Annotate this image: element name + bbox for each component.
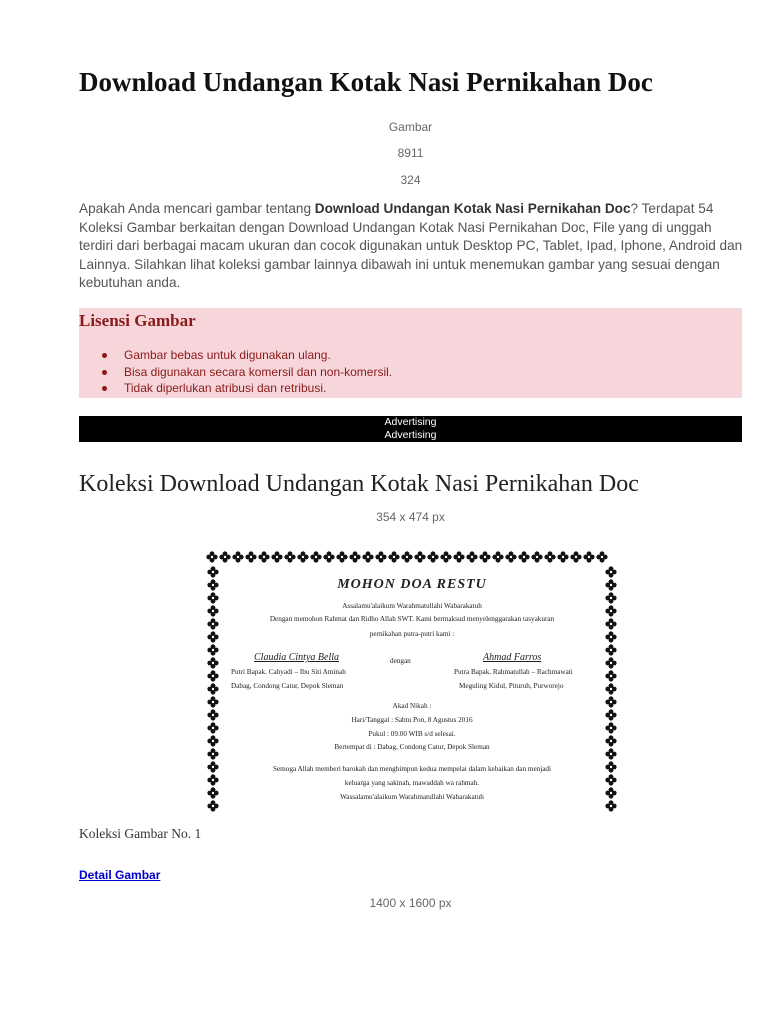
bride-address: Dabag, Condong Catur, Depok Sleman <box>231 682 344 690</box>
ornament-icon <box>207 761 218 772</box>
intro-keyword: Download Undangan Kotak Nasi Pernikahan Doc <box>314 201 631 216</box>
ornament-icon <box>207 709 218 720</box>
ornament-icon <box>232 551 243 562</box>
ornament-icon <box>605 800 616 811</box>
ornament-icon <box>258 551 269 562</box>
ornament-icon <box>362 551 373 562</box>
ornament-icon <box>310 551 321 562</box>
intro-text-start: Apakah Anda mencari gambar tentang <box>79 201 315 216</box>
ornament-icon <box>388 551 399 562</box>
image-size: 354 x 474 px <box>376 510 445 524</box>
license-box <box>79 308 742 398</box>
ornament-icon <box>207 748 218 759</box>
ornament-icon <box>557 551 568 562</box>
ornament-icon <box>207 644 218 655</box>
ornament-icon <box>605 696 616 707</box>
page-title: Download Undangan Kotak Nasi Pernikahan Doc <box>79 67 653 97</box>
ornament-icon <box>284 551 295 562</box>
ornament-icon <box>605 748 616 759</box>
event-venue: Bertempat di : Dabag, Condong Catur, Depok Sleman <box>334 743 490 751</box>
ornament-icon <box>414 551 425 562</box>
bullet-icon <box>102 353 107 358</box>
ornament-icon <box>605 774 616 785</box>
closing-line: Semoga Allah memberi barokah dan menghimpun kedua mempelai dalam kebaikan dan menjadi <box>272 765 552 773</box>
license-item <box>79 347 392 364</box>
bride-parents: Putri Bapak. Cahyadi – Ibu Siti Aminah <box>231 668 346 676</box>
invitation-line: pernikahan putra-putri kami : <box>369 630 455 638</box>
ornament-icon <box>605 722 616 733</box>
ornament-icon <box>207 592 218 603</box>
event-date: Hari/Tanggal : Sabtu Pon, 8 Agustus 2016 <box>351 716 473 724</box>
ornament-icon <box>297 551 308 562</box>
ornament-icon <box>544 551 555 562</box>
license-item <box>79 364 392 381</box>
ornament-icon <box>605 657 616 668</box>
closing-line: keluarga yang sakinah, mawaddah wa rahmah. <box>344 779 480 787</box>
license-item-text: Bisa digunakan secara komersil dan non-komersil. <box>124 364 393 379</box>
ornament-icon <box>375 551 386 562</box>
akad-label: Akad Nikah : <box>392 702 432 710</box>
ornament-icon <box>336 551 347 562</box>
ornament-icon <box>605 670 616 681</box>
ornament-icon <box>570 551 581 562</box>
ornament-icon <box>207 774 218 785</box>
groom-parents: Putra Bapak. Rahmatullah – Rachmawati <box>454 668 573 676</box>
ornament-icon <box>605 592 616 603</box>
ornament-icon <box>466 551 477 562</box>
invitation-line: Dengan memohon Rahmat dan Ridho Allah SWT. Kami bermaksud menyelenggarakan tasyakuran <box>269 615 555 623</box>
ornament-icon <box>531 551 542 562</box>
license-item <box>79 380 392 397</box>
ornament-icon <box>207 735 218 746</box>
ornament-icon <box>207 566 218 577</box>
ornament-icon <box>605 761 616 772</box>
ad-label: Advertising <box>384 416 437 428</box>
invitation-greeting: Assalamu'alaikum Warahmatullahi Wabarakatuh <box>342 602 482 610</box>
ornament-icon <box>207 657 218 668</box>
ornament-icon <box>605 605 616 616</box>
bullet-icon <box>102 386 107 391</box>
ornament-icon <box>605 709 616 720</box>
ornament-icon <box>401 551 412 562</box>
invitation-card-image[interactable] <box>204 550 620 814</box>
ornament-icon <box>207 605 218 616</box>
license-item-text: Gambar bebas untuk digunakan ulang. <box>124 348 331 362</box>
license-title: Lisensi Gambar <box>79 311 196 330</box>
image-label: Gambar <box>388 120 433 134</box>
ornament-icon <box>605 566 616 577</box>
ornament-icon <box>207 683 218 694</box>
ornament-icon <box>605 631 616 642</box>
ornament-icon <box>349 551 360 562</box>
ornament-icon <box>207 631 218 642</box>
license-list <box>79 347 392 397</box>
detail-image-link[interactable]: Detail Gambar <box>79 868 161 882</box>
intro-text-end: ? Terdapat 54 Koleksi Gambar berkaitan dengan Download Undangan Kotak Nasi Pernikahan Doc, File yang di unggah terdiri dari berbagai macam ukuran dan cocok digunakan untuk Desktop PC, Tablet, Ipad, Iphone, Android dan Lainnya. Silahkan lihat koleksi gambar lainnya dibawah ini untuk menemukan gambar yang sesuai dengan kebutuhan anda. <box>79 201 743 290</box>
ornament-icon <box>207 670 218 681</box>
ornament-icon <box>206 551 217 562</box>
ornament-icon <box>605 644 616 655</box>
ornament-icon <box>219 551 230 562</box>
ornament-icon <box>207 696 218 707</box>
ornament-icon <box>583 551 594 562</box>
ornament-icon <box>207 800 218 811</box>
intro-paragraph <box>79 200 749 293</box>
bride-name: Claudia Cintya Bella <box>254 652 339 663</box>
ornament-icon <box>207 787 218 798</box>
ornament-icon <box>605 579 616 590</box>
ornament-icon <box>605 618 616 629</box>
ornament-icon <box>479 551 490 562</box>
collection-title: Koleksi Download Undangan Kotak Nasi Pernikahan Doc <box>79 471 639 497</box>
groom-name: Ahmad Farros <box>483 652 542 663</box>
ornament-icon <box>207 722 218 733</box>
ornament-icon <box>605 735 616 746</box>
ornament-icon <box>427 551 438 562</box>
ornament-icon <box>596 551 607 562</box>
download-count: 324 <box>400 173 421 187</box>
ornament-icon <box>245 551 256 562</box>
ornament-icon <box>207 579 218 590</box>
ornament-icon <box>605 787 616 798</box>
ornament-icon <box>492 551 503 562</box>
groom-address: Meguling Kidul, Pituruh, Purworejo <box>459 682 564 690</box>
ad-label: Advertising <box>384 429 437 441</box>
view-count: 8911 <box>397 146 424 160</box>
bullet-icon <box>102 370 107 375</box>
ornament-icon <box>207 618 218 629</box>
ornament-icon <box>518 551 529 562</box>
ornament-icon <box>440 551 451 562</box>
connector-word: dengan <box>390 657 411 665</box>
ornament-icon <box>505 551 516 562</box>
event-time: Pukul : 09.00 WIB s/d selesai. <box>368 730 456 738</box>
advertising-banner[interactable] <box>79 416 742 442</box>
image-size: 1400 x 1600 px <box>369 896 452 910</box>
ornament-icon <box>453 551 464 562</box>
farewell-line: Wassalamu'alaikum Warahmatullahi Wabarakatuh <box>340 793 484 801</box>
invitation-heading: MOHON DOA RESTU <box>337 577 487 592</box>
ornament-icon <box>605 683 616 694</box>
ornament-icon <box>271 551 282 562</box>
ornament-icon <box>323 551 334 562</box>
license-item-text: Tidak diperlukan atribusi dan retribusi. <box>124 381 327 395</box>
image-caption: Koleksi Gambar No. 1 <box>79 826 202 841</box>
